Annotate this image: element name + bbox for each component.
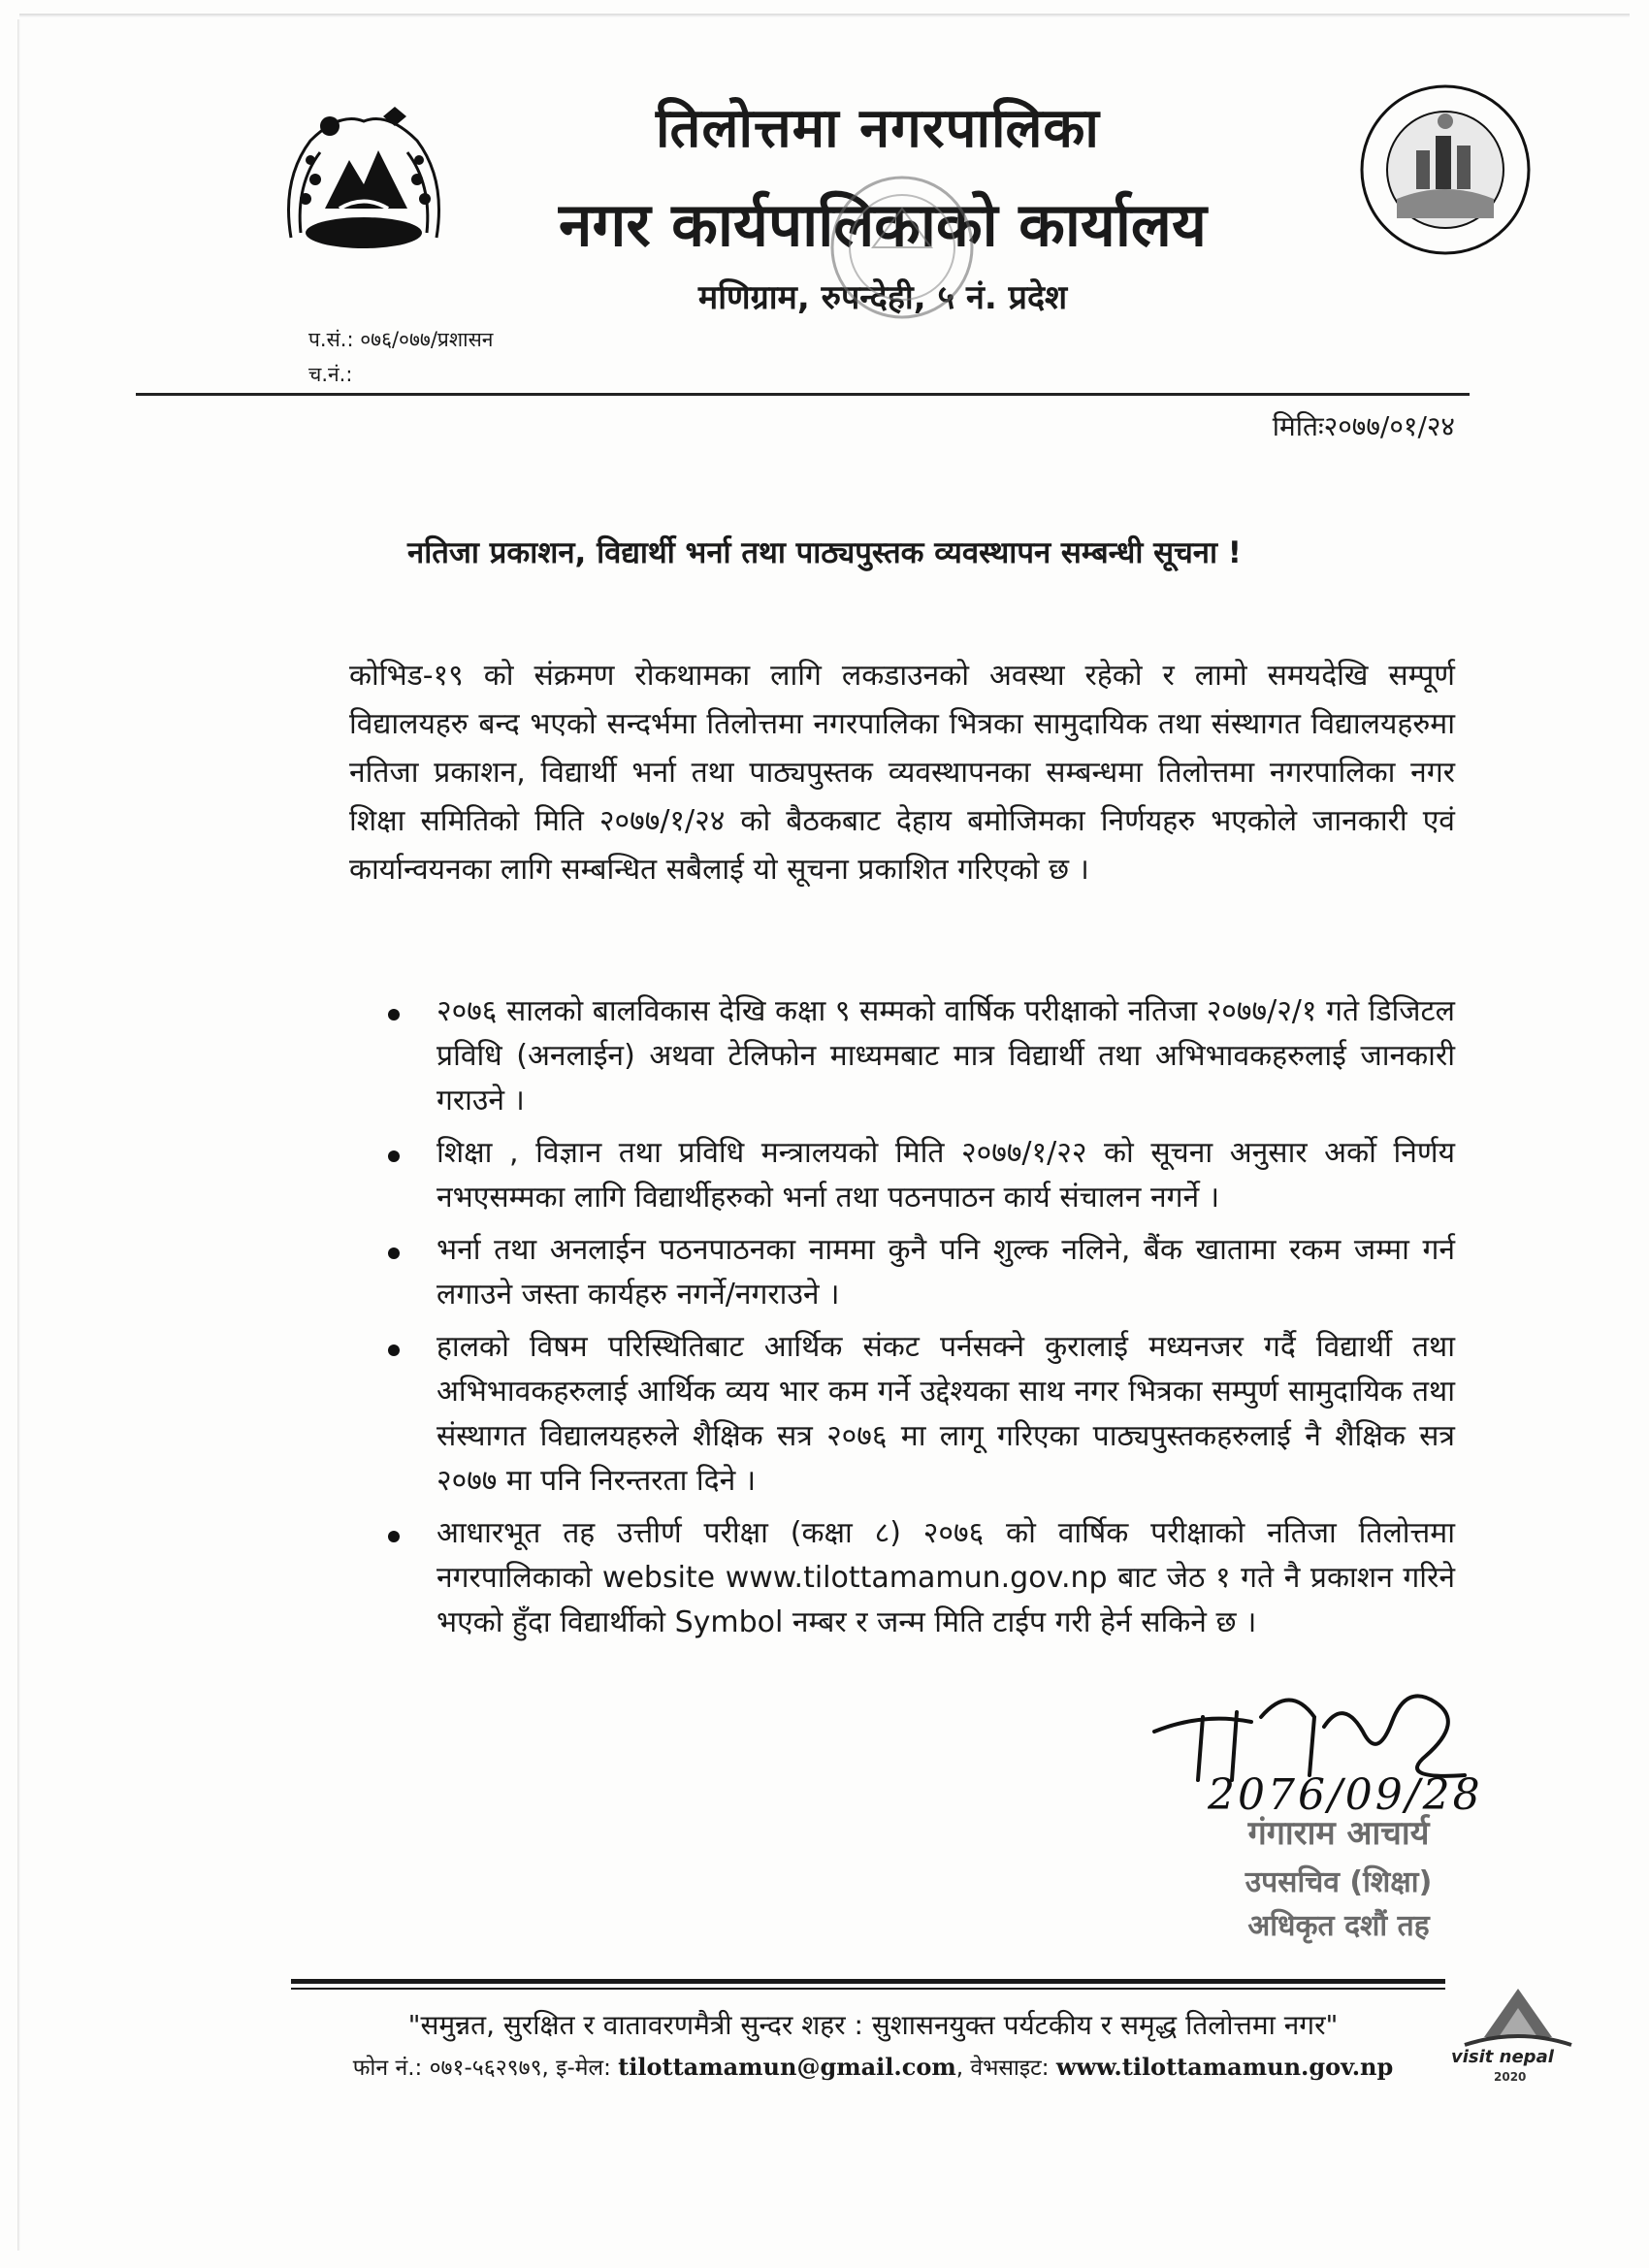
letter-date: मितिः२०७७/०१/२४ [1272, 410, 1455, 442]
intro-paragraph: कोभिड-१९ को संक्रमण रोकथामका लागि लकडाउनको अवस्था रहेको र लामो समयदेखि सम्पूर्ण विद्यालयहरु बन्द भएको सन्दर्भमा तिलोत्तमा नगरपालिका भित्रका सामुदायिक तथा संस्थागत विद्यालयहरुमा नतिजा प्रकाशन, विद्यार्थी भर्ना तथा पाठ्यपुस्तक व्यवस्थापनका सम्बन्धमा तिलोत्तमा नगरपालिका नगर शिक्षा समितिको मिति २०७७/१/२४ को बैठकबाट देहाय बमोजिमका निर्णयहरु भएकोले जानकारी एवं कार्यान्वयनका लागि सम्बन्धित सबैलाई यो सूचना प्रकाशित गरिएको छ । [349, 659, 1455, 887]
scan-edge-top [19, 14, 1630, 17]
visit-nepal-logo-year: 2020 [1494, 2070, 1527, 2084]
decision-item [407, 1228, 1455, 1317]
footer-contact [330, 2051, 1416, 2082]
contact-website-label: , वेभसाइट: [955, 2056, 1056, 2081]
notice-subject: नतिजा प्रकाशन, विद्यार्थी भर्ना तथा पाठ्यपुस्तक व्यवस्थापन सम्बन्धी सूचना ! [407, 535, 1242, 570]
contact-phone: फोन नं.: ०७१-५६२९७९, इ-मेल: [352, 2056, 619, 2081]
decision-item [407, 989, 1455, 1123]
decision-item [407, 1131, 1455, 1220]
visit-nepal-logo-text: visit nepal [1451, 2047, 1554, 2067]
office-stamp-icon [805, 170, 999, 344]
decision-text: भर्ना तथा अनलाईन पठनपाठनका नाममा कुनै पनि शुल्क नलिने, बैंक खातामा रकम जम्मा गर्न लगाउने जस्ता कार्यहरु नगर्ने/नगराउने । [436, 1233, 1455, 1312]
header-divider [136, 393, 1470, 396]
handwritten-date: 2076/09/28 [1208, 1770, 1483, 1820]
decision-text: हालको विषम परिस्थितिबाट आर्थिक संकट पर्नसक्ने कुरालाई मध्यनजर गर्दै विद्यार्थी तथा अभिभावकहरुलाई आर्थिक व्यय भार कम गर्ने उद्देश्यका साथ नगर भित्रका सम्पुर्ण सामुदायिक तथा संस्थागत विद्यालयहरुले शैक्षिक सत्र २०७६ मा लागू गरिएका पाठ्यपुस्तकहरुलाई नै शैक्षिक सत्र २०७७ मा पनि निरन्तरता दिने । [436, 1330, 1455, 1498]
reference-number: प.सं.: ०७६/०७७/प्रशासन [308, 328, 494, 351]
scan-edge-left [17, 19, 20, 2251]
decision-list [407, 989, 1455, 1653]
signatory-grade: अधिकृत दशौं तह [1247, 1909, 1430, 1943]
bullet-icon [388, 1247, 400, 1259]
bullet-icon [388, 1150, 400, 1162]
bullet-icon [388, 1531, 400, 1542]
decision-text: शिक्षा , विज्ञान तथा प्रविधि मन्त्रालयको मिति २०७७/१/२२ को सूचना अनुसार अर्को निर्णय नभएसम्मका लागि विद्यार्थीहरुको भर्ना तथा पठनपाठन कार्य संचालन नगर्ने । [436, 1136, 1455, 1215]
footer-divider-thin [291, 1988, 1445, 1990]
government-emblem-icon [272, 92, 456, 267]
decision-text: २०७६ सालको बालविकास देखि कक्षा ९ सम्मको वार्षिक परीक्षाको नतिजा २०७७/२/१ गते डिजिटल प्रविधि (अनलाईन) अथवा टेलिफोन माध्यमबाट मात्र विद्यार्थी तथा अभिभावकहरुलाई जानकारी गराउने । [436, 994, 1455, 1118]
bullet-icon [388, 1009, 400, 1021]
contact-website: www.tilottamamun.gov.np [1055, 2053, 1394, 2081]
municipality-name: तिलोत्तमा नगरपालिका [656, 97, 1100, 160]
dispatch-number: च.नं.: [308, 363, 353, 386]
signatory-name: गंगाराम आचार्य [1247, 1814, 1430, 1853]
contact-email: tilottamamun@gmail.com [618, 2053, 956, 2081]
office-name: नगर कार्यपालिकाको कार्यालय [559, 189, 1207, 260]
bullet-icon [388, 1345, 400, 1356]
footer-divider [291, 1979, 1445, 1984]
decision-item [407, 1511, 1455, 1645]
decision-text: आधारभूत तह उत्तीर्ण परीक्षा (कक्षा ८) २०७६ को वार्षिक परीक्षाको नतिजा तिलोत्तमा नगरपालिकाको website www.tilottamamun.gov.np बाट जेठ १ गते नै प्रकाशन गरिने भएको हुँदा विद्यार्थीको Symbol नम्बर र जन्म मिति टाईप गरी हेर्न सकिने छ । [436, 1516, 1455, 1639]
decision-item [407, 1325, 1455, 1504]
signatory-title: उपसचिव (शिक्षा) [1245, 1865, 1433, 1899]
municipality-seal-icon [1358, 82, 1533, 257]
footer-slogan: "समुन्नत, सुरक्षित र वातावरणमैत्री सुन्दर शहर : सुशासनयुक्त पर्यटकीय र समृद्ध तिलोत्तमा नगर" [407, 2009, 1339, 2041]
office-address: मणिग्राम, रुपन्देही, ५ नं. प्रदेश [697, 278, 1068, 317]
